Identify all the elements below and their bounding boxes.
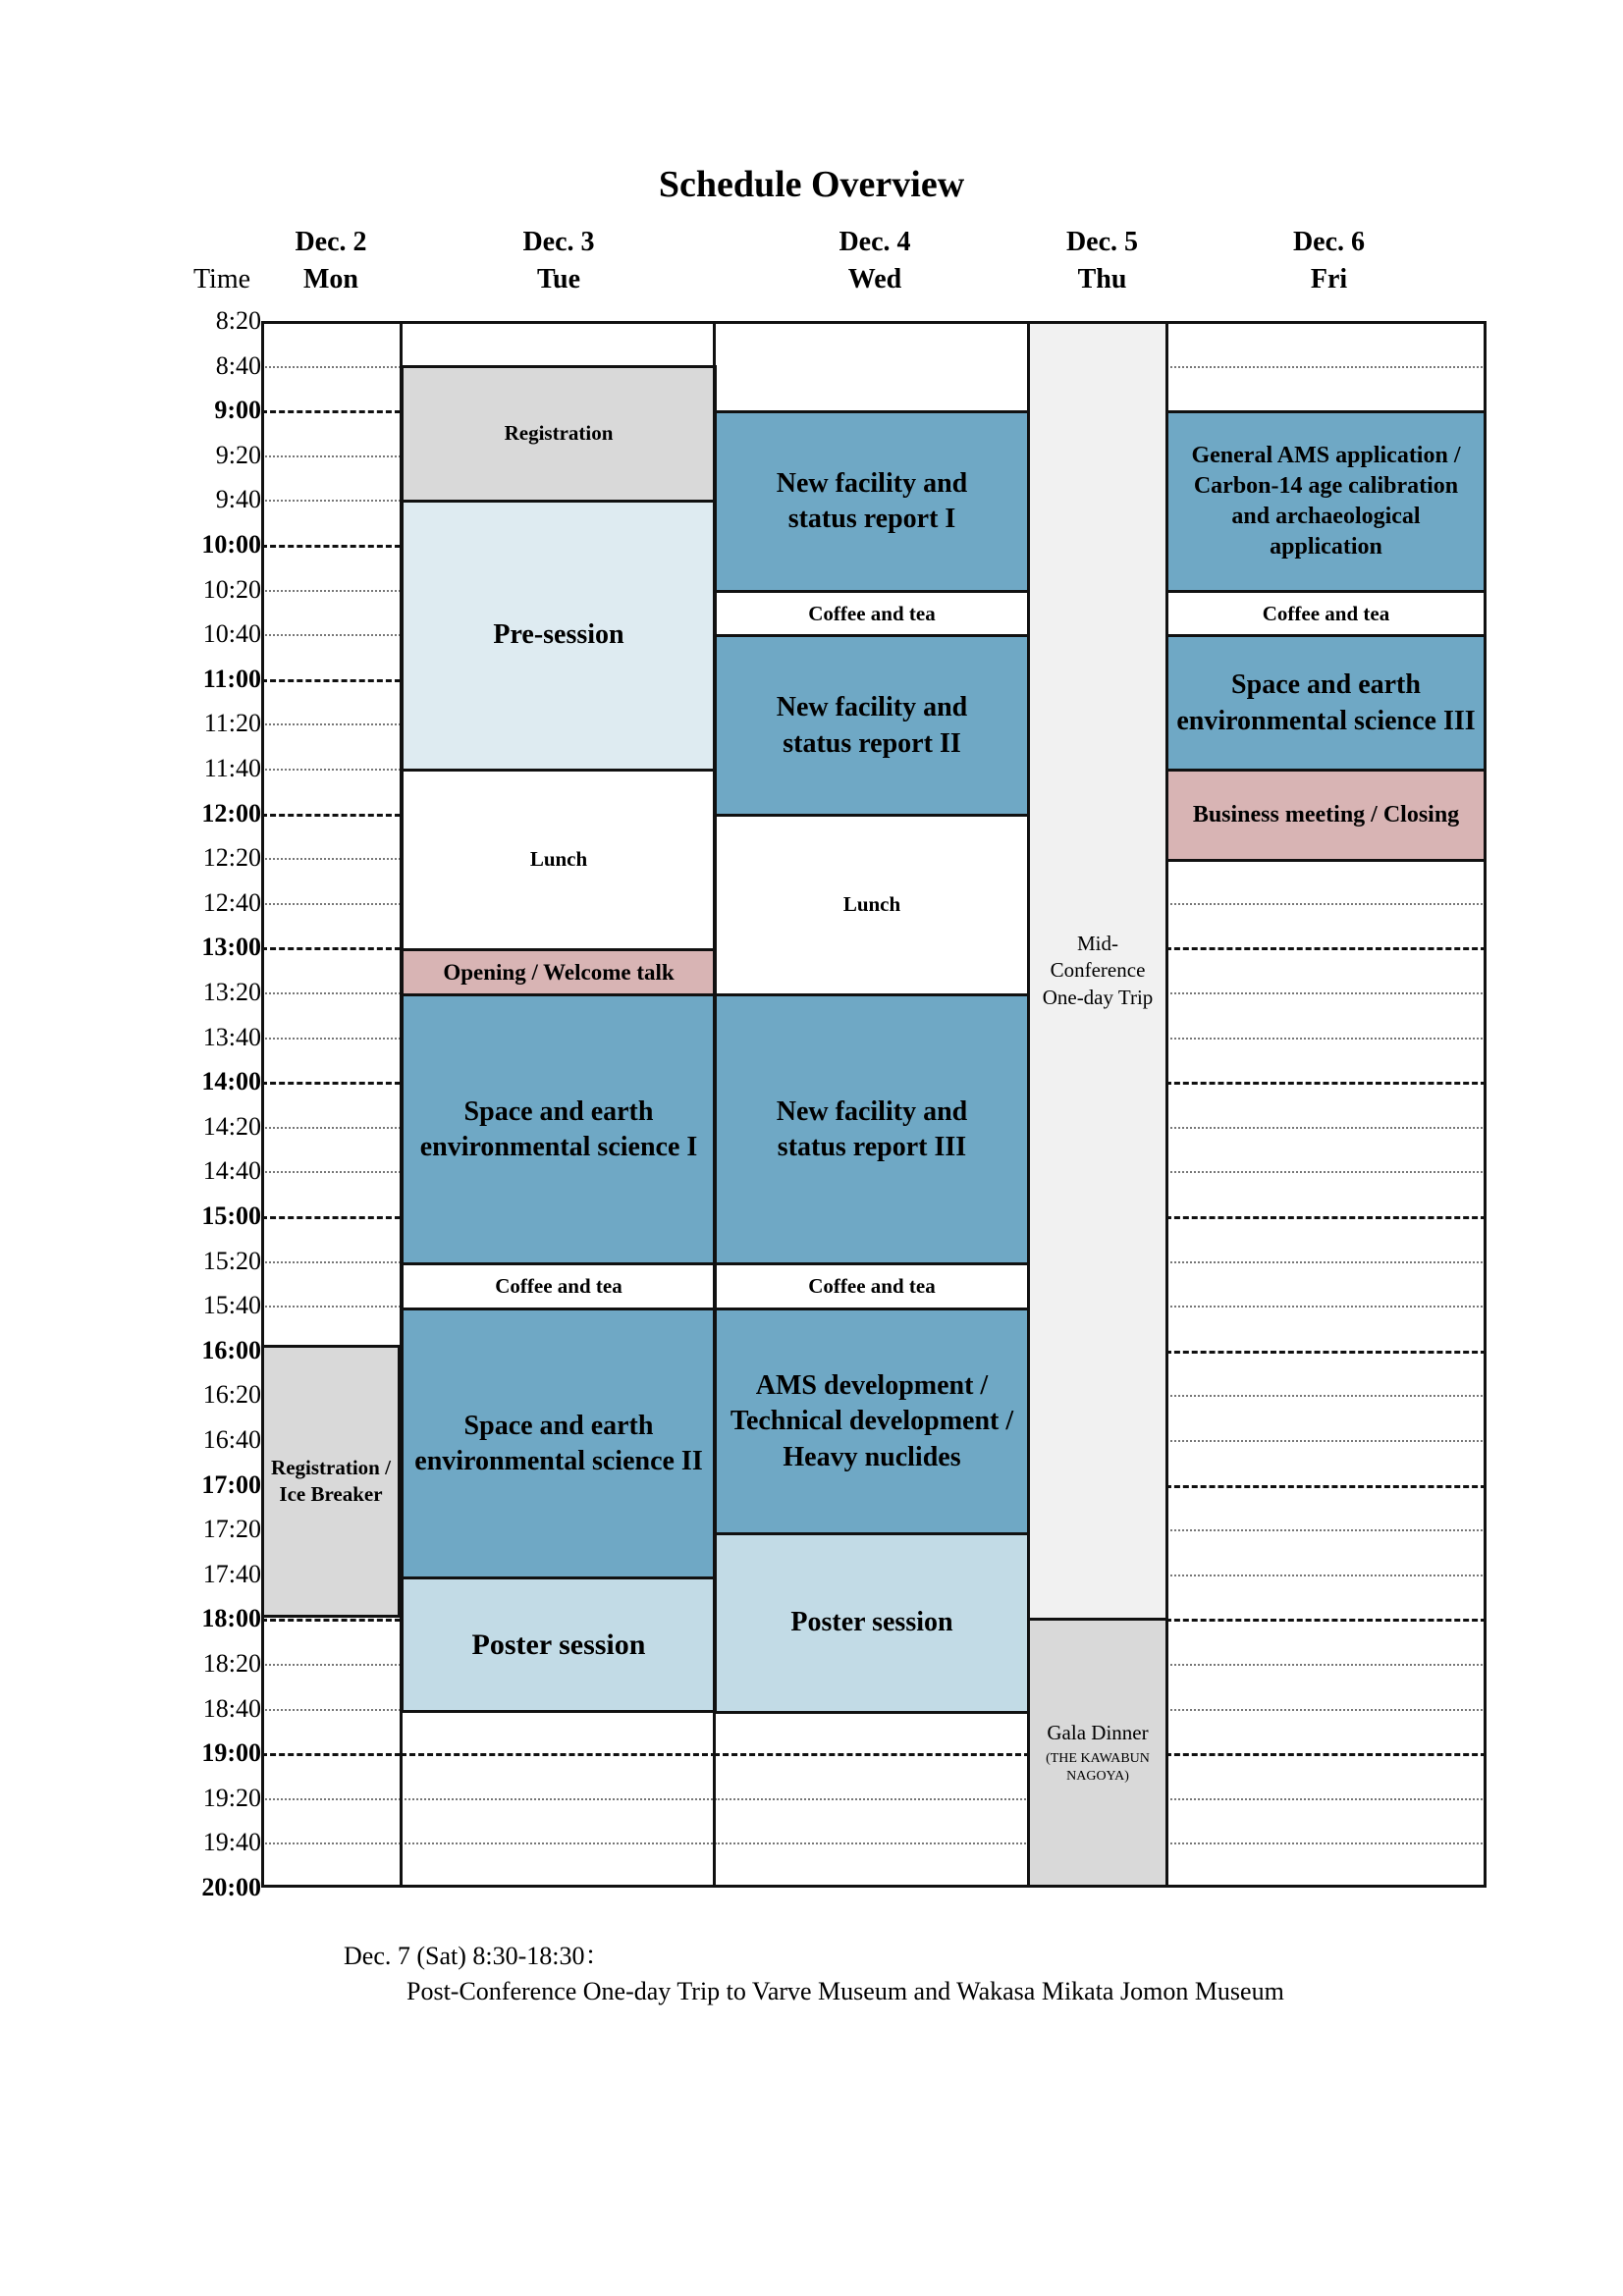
session-tue-opening [401, 948, 717, 997]
twenty-minute-gridline [261, 858, 401, 860]
hour-gridline [1165, 1619, 1487, 1622]
session-label: Mid-Conference One-day Trip [1042, 932, 1154, 1009]
session-thu-trip [1027, 321, 1168, 1621]
schedule-grid [261, 321, 1487, 1888]
hour-gridline [261, 1753, 401, 1756]
twenty-minute-gridline [714, 1842, 1030, 1844]
twenty-minute-gridline [1165, 1038, 1487, 1040]
day-header-wed [717, 224, 1033, 298]
session-label: Poster session [471, 1629, 646, 1661]
session-tue-poster [401, 1576, 717, 1713]
hour-gridline [401, 1753, 717, 1756]
time-label: 11:00 [202, 664, 261, 693]
twenty-minute-gridline [1165, 366, 1487, 368]
twenty-minute-gridline [1165, 1306, 1487, 1308]
day-weekday: Thu [1077, 264, 1127, 294]
twenty-minute-gridline [261, 1664, 401, 1666]
session-fri-business [1165, 769, 1487, 862]
day-weekday: Mon [303, 264, 358, 294]
time-label: 15:20 [202, 1246, 261, 1275]
hour-gridline [261, 679, 401, 682]
twenty-minute-gridline [261, 723, 401, 725]
gala-venue-note: (THE KAWABUN NAGOYA) [1046, 1750, 1150, 1785]
twenty-minute-gridline [261, 769, 401, 771]
session-label: Poster session [790, 1607, 953, 1638]
twenty-minute-gridline [1165, 1171, 1487, 1173]
session-label: New facility and status report I [776, 467, 968, 534]
twenty-minute-gridline [261, 992, 401, 994]
day-date: Dec. 6 [1292, 227, 1366, 257]
day-date: Dec. 5 [1065, 227, 1139, 257]
twenty-minute-gridline [401, 1842, 717, 1844]
time-label: 18:00 [201, 1604, 261, 1633]
session-wed-facility1 [714, 410, 1030, 593]
column-divider [400, 321, 403, 1888]
footer-post-conference-date: Dec. 7 (Sat) 8:30-18:30： [344, 1942, 611, 1970]
hour-gridline [1165, 1753, 1487, 1756]
time-label: 14:40 [202, 1156, 261, 1186]
time-label: 10:20 [202, 574, 261, 604]
hour-gridline [1165, 1485, 1487, 1488]
time-label: 19:00 [201, 1738, 261, 1768]
twenty-minute-gridline [261, 634, 401, 636]
session-tue-space1 [401, 993, 717, 1266]
session-fri-space3 [1165, 634, 1487, 773]
session-tue-presession [401, 500, 717, 772]
twenty-minute-gridline [1165, 1575, 1487, 1576]
hour-gridline [261, 545, 401, 548]
session-label: Lunch [842, 892, 901, 917]
twenty-minute-gridline [1165, 992, 1487, 994]
session-label: New facility and status report III [776, 1095, 968, 1162]
hour-gridline [261, 1619, 401, 1622]
twenty-minute-gridline [261, 1127, 401, 1129]
hour-gridline [261, 1082, 401, 1085]
twenty-minute-gridline [261, 366, 401, 368]
time-label: 19:40 [202, 1828, 261, 1857]
day-weekday: Tue [536, 264, 581, 294]
twenty-minute-gridline [261, 1171, 401, 1173]
twenty-minute-gridline [1165, 1709, 1487, 1711]
time-label: 15:00 [201, 1201, 261, 1230]
time-label: 14:00 [201, 1067, 261, 1096]
twenty-minute-gridline [714, 1798, 1030, 1800]
time-label: 13:20 [202, 978, 261, 1006]
twenty-minute-gridline [261, 1709, 401, 1711]
time-label: 16:40 [202, 1425, 261, 1454]
hour-gridline [261, 947, 401, 950]
session-label: Gala Dinner [1047, 1720, 1149, 1744]
hour-gridline [261, 814, 401, 817]
day-header-mon [261, 224, 401, 298]
hour-gridline [261, 410, 401, 413]
time-column-header: Time [192, 264, 251, 294]
time-label: 10:40 [202, 619, 261, 649]
session-label: Space and earth environmental science III [1176, 669, 1476, 736]
twenty-minute-gridline [261, 1798, 401, 1800]
session-label: Coffee and tea [808, 601, 936, 625]
session-tue-coffee [401, 1262, 717, 1311]
time-label: 11:20 [203, 709, 261, 738]
session-label: Opening / Welcome talk [443, 960, 675, 986]
session-label: Lunch [529, 847, 588, 872]
time-label: 8:20 [215, 306, 261, 335]
time-label: 13:40 [202, 1022, 261, 1051]
twenty-minute-gridline [261, 1306, 401, 1308]
time-label: 9:00 [214, 396, 261, 425]
time-label: 18:40 [202, 1693, 261, 1723]
session-mon-registration [261, 1345, 401, 1618]
day-date: Dec. 3 [522, 227, 595, 257]
hour-gridline [261, 1216, 401, 1219]
day-date: Dec. 2 [295, 227, 367, 257]
session-wed-facility3 [714, 993, 1030, 1266]
session-fri-coffee [1165, 590, 1487, 638]
column-divider [713, 321, 716, 1888]
time-label: 12:20 [202, 843, 261, 873]
session-label: Pre-session [493, 619, 624, 651]
time-label: 12:00 [201, 798, 261, 828]
session-label: General AMS application / Carbon-14 age calibration and archaeological application [1191, 442, 1461, 561]
twenty-minute-gridline [261, 1261, 401, 1263]
session-wed-ams [714, 1308, 1030, 1536]
hour-gridline [1165, 1351, 1487, 1354]
hour-gridline [714, 1753, 1030, 1756]
session-wed-poster [714, 1532, 1030, 1714]
twenty-minute-gridline [1165, 1664, 1487, 1666]
time-label: 10:00 [201, 530, 261, 559]
twenty-minute-gridline [1165, 1842, 1487, 1844]
footer-post-conference-trip: Post-Conference One-day Trip to Varve Museum and Wakasa Mikata Jomon Museum [406, 1977, 1284, 2005]
time-label: 17:40 [202, 1559, 261, 1588]
day-weekday: Wed [847, 264, 902, 294]
session-fri-general [1165, 410, 1487, 593]
hour-gridline [1165, 1082, 1487, 1085]
session-label: Coffee and tea [808, 1274, 936, 1299]
twenty-minute-gridline [261, 1038, 401, 1040]
twenty-minute-gridline [1165, 1798, 1487, 1800]
session-wed-coffee2 [714, 1262, 1030, 1311]
session-label: AMS development / Technical development / Heavy nuclides [730, 1369, 1014, 1472]
session-tue-lunch [401, 769, 717, 951]
column-divider [1027, 321, 1030, 1888]
day-header-fri [1171, 224, 1487, 298]
session-label: Registration [504, 421, 614, 446]
twenty-minute-gridline [261, 500, 401, 502]
day-weekday: Fri [1310, 264, 1348, 294]
session-label: Coffee and tea [1262, 601, 1390, 625]
twenty-minute-gridline [261, 1842, 401, 1844]
twenty-minute-gridline [1165, 1127, 1487, 1129]
time-label: 12:40 [202, 887, 261, 917]
twenty-minute-gridline [1165, 903, 1487, 905]
session-label: Business meeting / Closing [1192, 801, 1460, 828]
twenty-minute-gridline [1165, 1395, 1487, 1397]
time-label: 14:20 [202, 1111, 261, 1141]
session-wed-lunch [714, 814, 1030, 996]
session-wed-coffee1 [714, 590, 1030, 638]
session-label: New facility and status report II [776, 692, 968, 759]
time-label: 15:40 [202, 1291, 261, 1320]
twenty-minute-gridline [1165, 1440, 1487, 1442]
twenty-minute-gridline [261, 590, 401, 592]
day-header-thu [1033, 224, 1171, 298]
time-axis [147, 0, 261, 2296]
session-wed-facility2 [714, 634, 1030, 818]
time-label: 11:40 [203, 754, 261, 782]
time-label: 8:40 [215, 350, 261, 380]
time-label: 9:40 [215, 485, 261, 514]
session-tue-space2 [401, 1308, 717, 1580]
twenty-minute-gridline [261, 455, 401, 457]
time-label: 20:00 [201, 1873, 261, 1901]
time-label: 9:20 [215, 440, 261, 469]
hour-gridline [1165, 947, 1487, 950]
day-date: Dec. 4 [839, 227, 911, 257]
session-label: Space and earth environmental science II [414, 1410, 703, 1476]
time-label: 19:20 [202, 1783, 261, 1812]
time-label: 16:00 [201, 1335, 261, 1364]
session-thu-gala [1027, 1618, 1168, 1888]
session-label: Coffee and tea [495, 1274, 622, 1299]
time-label: 17:00 [201, 1469, 261, 1499]
hour-gridline [1165, 1216, 1487, 1219]
twenty-minute-gridline [401, 1798, 717, 1800]
session-label: Registration / Ice Breaker [271, 1455, 391, 1506]
twenty-minute-gridline [261, 903, 401, 905]
time-label: 17:20 [202, 1515, 261, 1544]
time-label: 16:20 [202, 1380, 261, 1410]
session-tue-registration [401, 365, 717, 503]
twenty-minute-gridline [1165, 1261, 1487, 1263]
session-label: Space and earth environmental science I [419, 1095, 698, 1162]
time-label: 13:00 [201, 933, 261, 962]
day-header-tue [401, 224, 717, 298]
column-divider [1165, 321, 1168, 1888]
time-label: 18:20 [202, 1649, 261, 1678]
page-title: Schedule Overview [658, 164, 965, 205]
twenty-minute-gridline [1165, 1529, 1487, 1531]
